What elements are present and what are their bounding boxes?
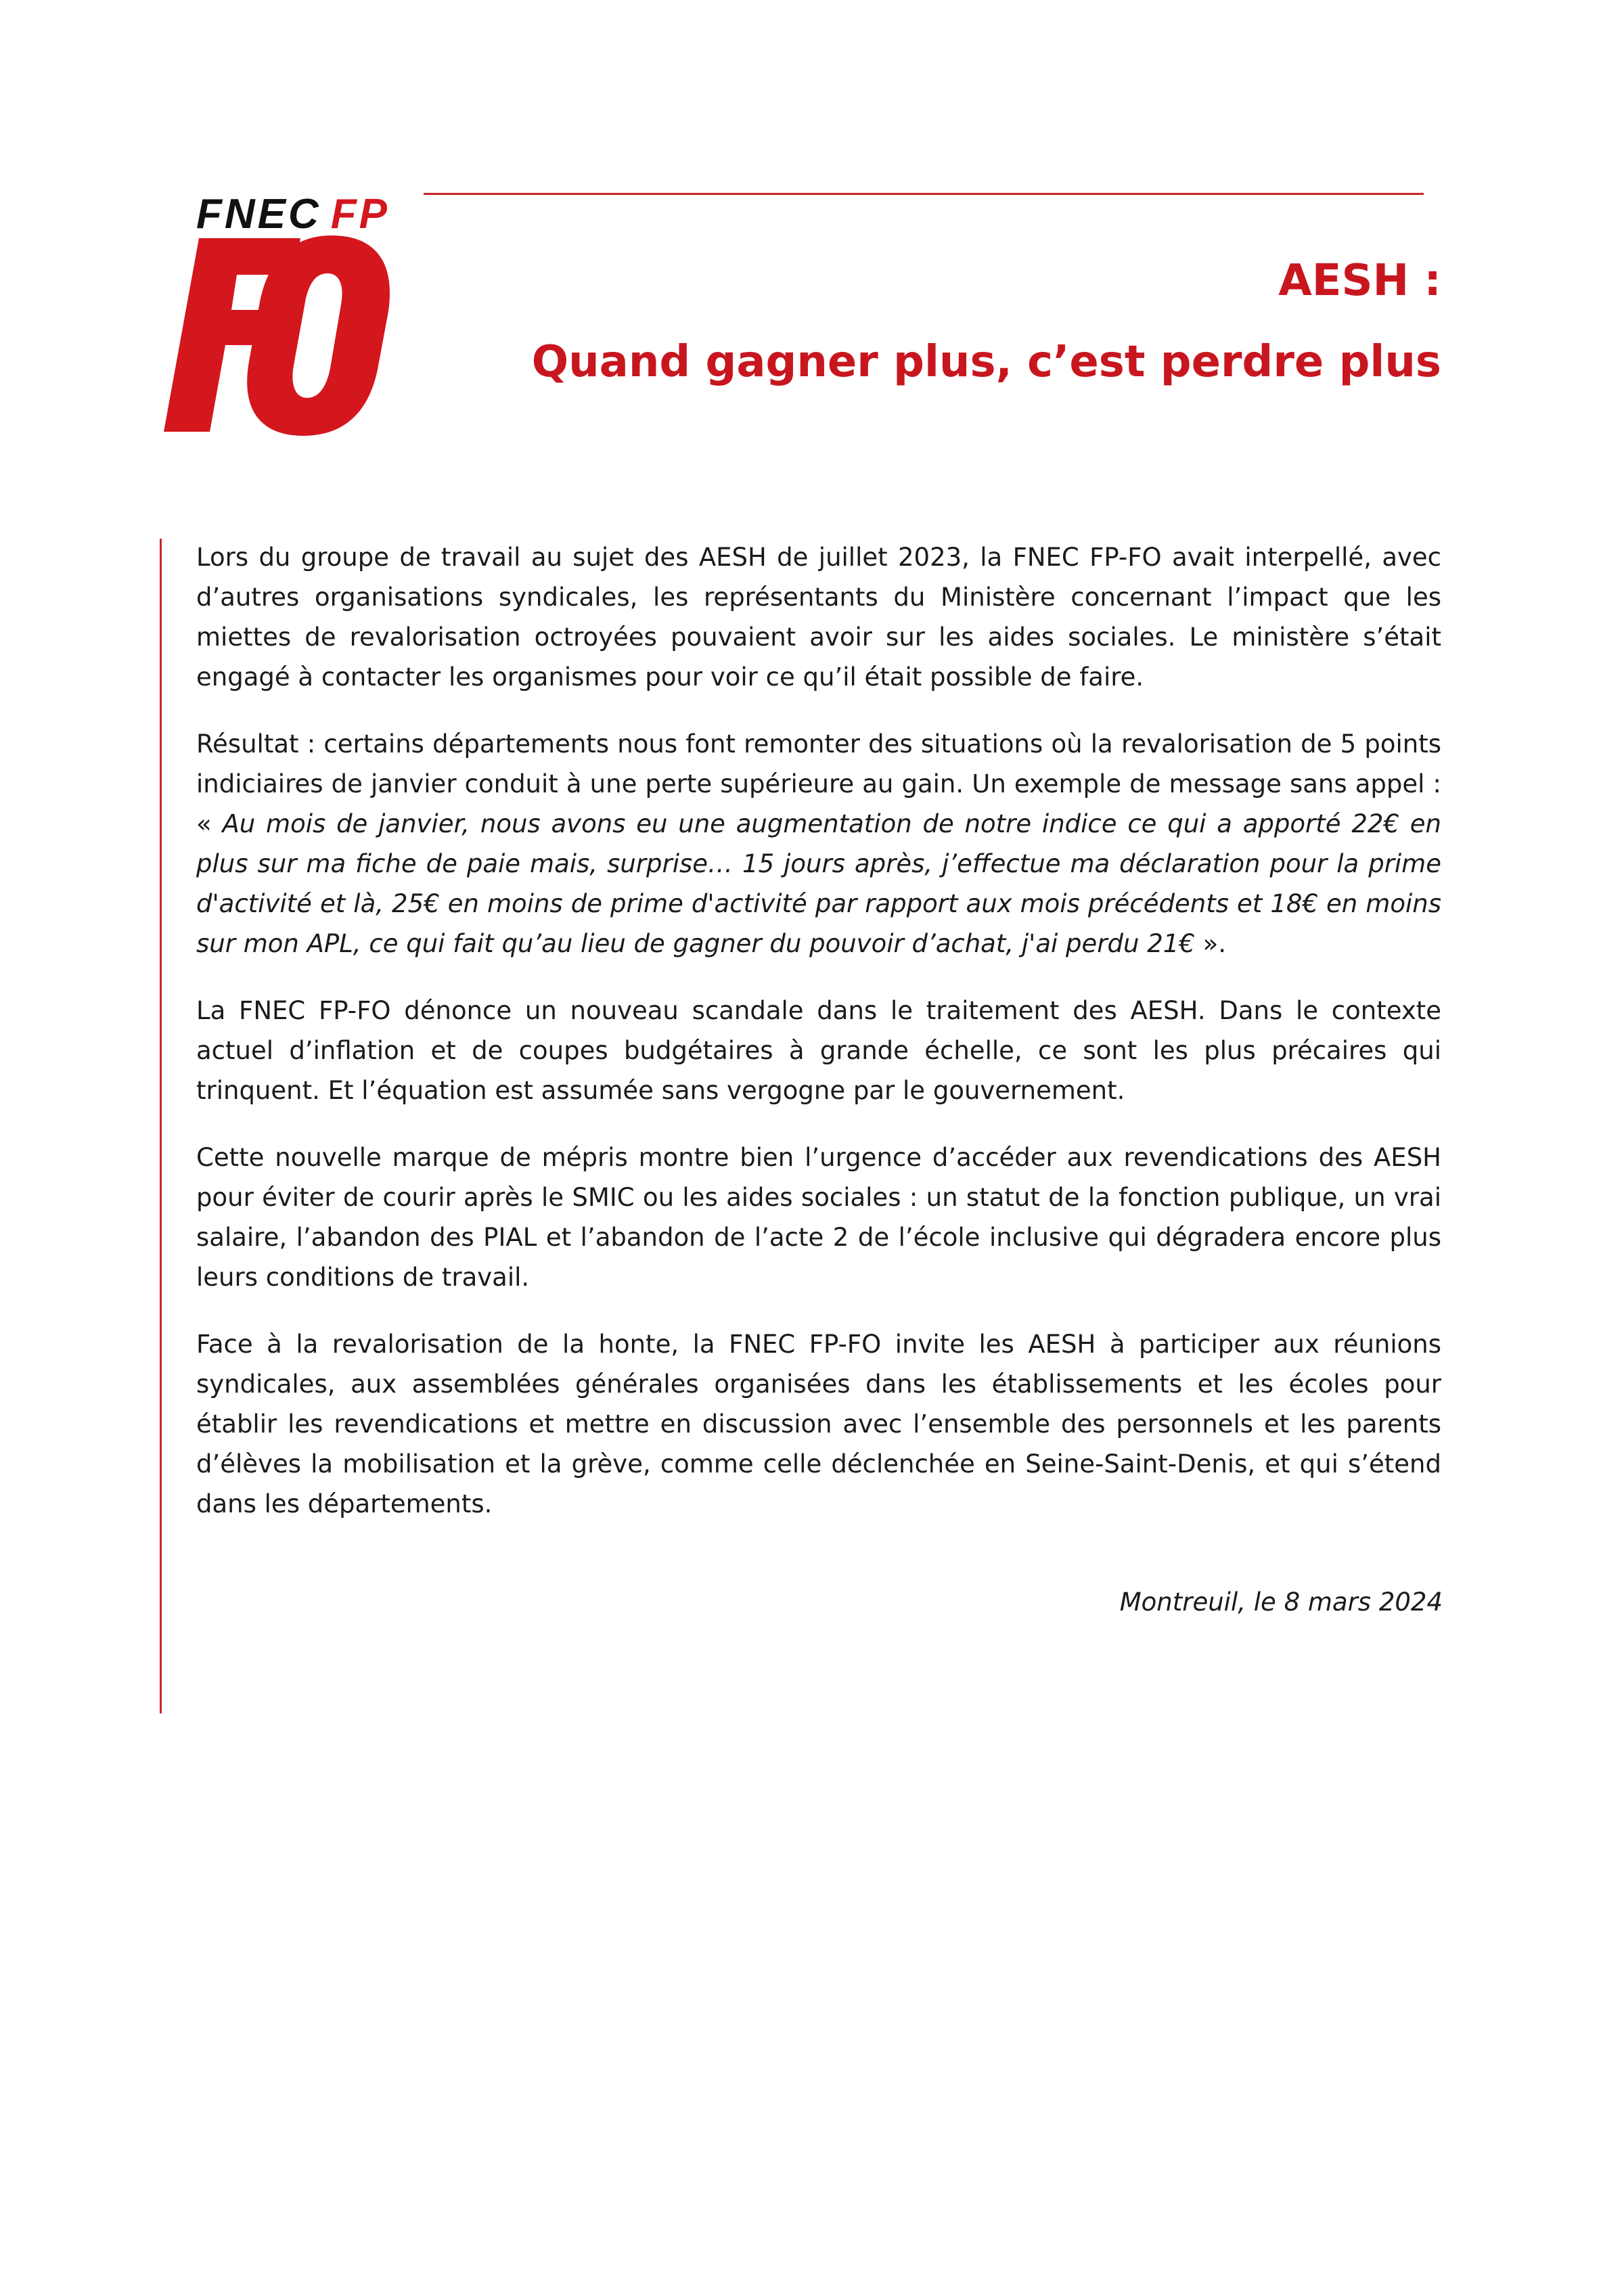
logo-wordmark — [196, 191, 390, 238]
paragraph-2-quote: Au mois de janvier, nous avons eu une augmentation de notre indice ce qui a apporté 22€ en plus sur ma fiche de paie mais, surprise… 15 jours après, j’effectue ma déclaration pour la prime d'activité et là, 25€ en moins de prime d'activité par rapport aux mois précédents et 18€ en moins sur mon APL, ce qui fait qu’au lieu de gagner du pouvoir d’achat, j'ai perdu 21€ — [196, 809, 1441, 958]
page-title: AESH : — [1278, 256, 1441, 306]
fnec-fp-fo-logo — [157, 191, 401, 434]
logo-fnec: FNEC — [196, 191, 321, 238]
page-subtitle: Quand gagner plus, c’est perdre plus — [531, 337, 1441, 387]
signature-date: Montreuil, le 8 mars 2024 — [1119, 1588, 1443, 1617]
paragraph-3: La FNEC FP-FO dénonce un nouveau scandale dans le traitement des AESH. Dans le contexte actuel d’inflation et de coupes budgétaires à grande échelle, ce sont les plus précaires qui trinquent. Et l’équation est assumée sans vergogne par le gouvernement. — [196, 996, 1441, 1105]
paragraph-2-tail: ». — [1194, 929, 1226, 958]
body-text — [196, 537, 1441, 1551]
paragraph-4: Cette nouvelle marque de mépris montre bien l’urgence d’accéder aux revendications des AESH pour éviter de courir après le SMIC ou les aides sociales : un statut de la fonction publique, un vrai salaire, l’abandon des PIAL et l’abandon de l’acte 2 de l’école inclusive qui dégradera encore plus leurs conditions de travail. — [196, 1143, 1441, 1292]
header-rule — [424, 193, 1424, 195]
paragraph-1: Lors du groupe de travail au sujet des AESH de juillet 2023, la FNEC FP-FO avait interpellé, avec d’autres organisations syndicales, les représentants du Ministère concernant l’impact que les miettes de revalorisation octroyées pouvaient avoir sur les aides sociales. Le ministère s’était engagé à contacter les organismes pour voir ce qu’il était possible de faire. — [196, 543, 1441, 692]
paragraph-2 — [196, 724, 1441, 964]
side-rule — [160, 539, 162, 1713]
logo-fo-mark — [157, 230, 401, 440]
logo-fp: FP — [330, 191, 390, 238]
paragraph-2-lead: Résultat : certains départements nous font remonter des situations où la revalorisation de 5 points indiciaires de janvier conduit à une perte supérieure au gain. Un exemple de message sans appel : « — [196, 729, 1441, 838]
paragraph-5: Face à la revalorisation de la honte, la FNEC FP-FO invite les AESH à participer aux réunions syndicales, aux assemblées générales organisées dans les établissements et les écoles pour établir les revendications et mettre en discussion avec l’ensemble des personnels et les parents d’élèves la mobilisation et la grève, comme celle déclenchée en Seine-Saint-Denis, et qui s’étend dans les départements. — [196, 1330, 1441, 1518]
